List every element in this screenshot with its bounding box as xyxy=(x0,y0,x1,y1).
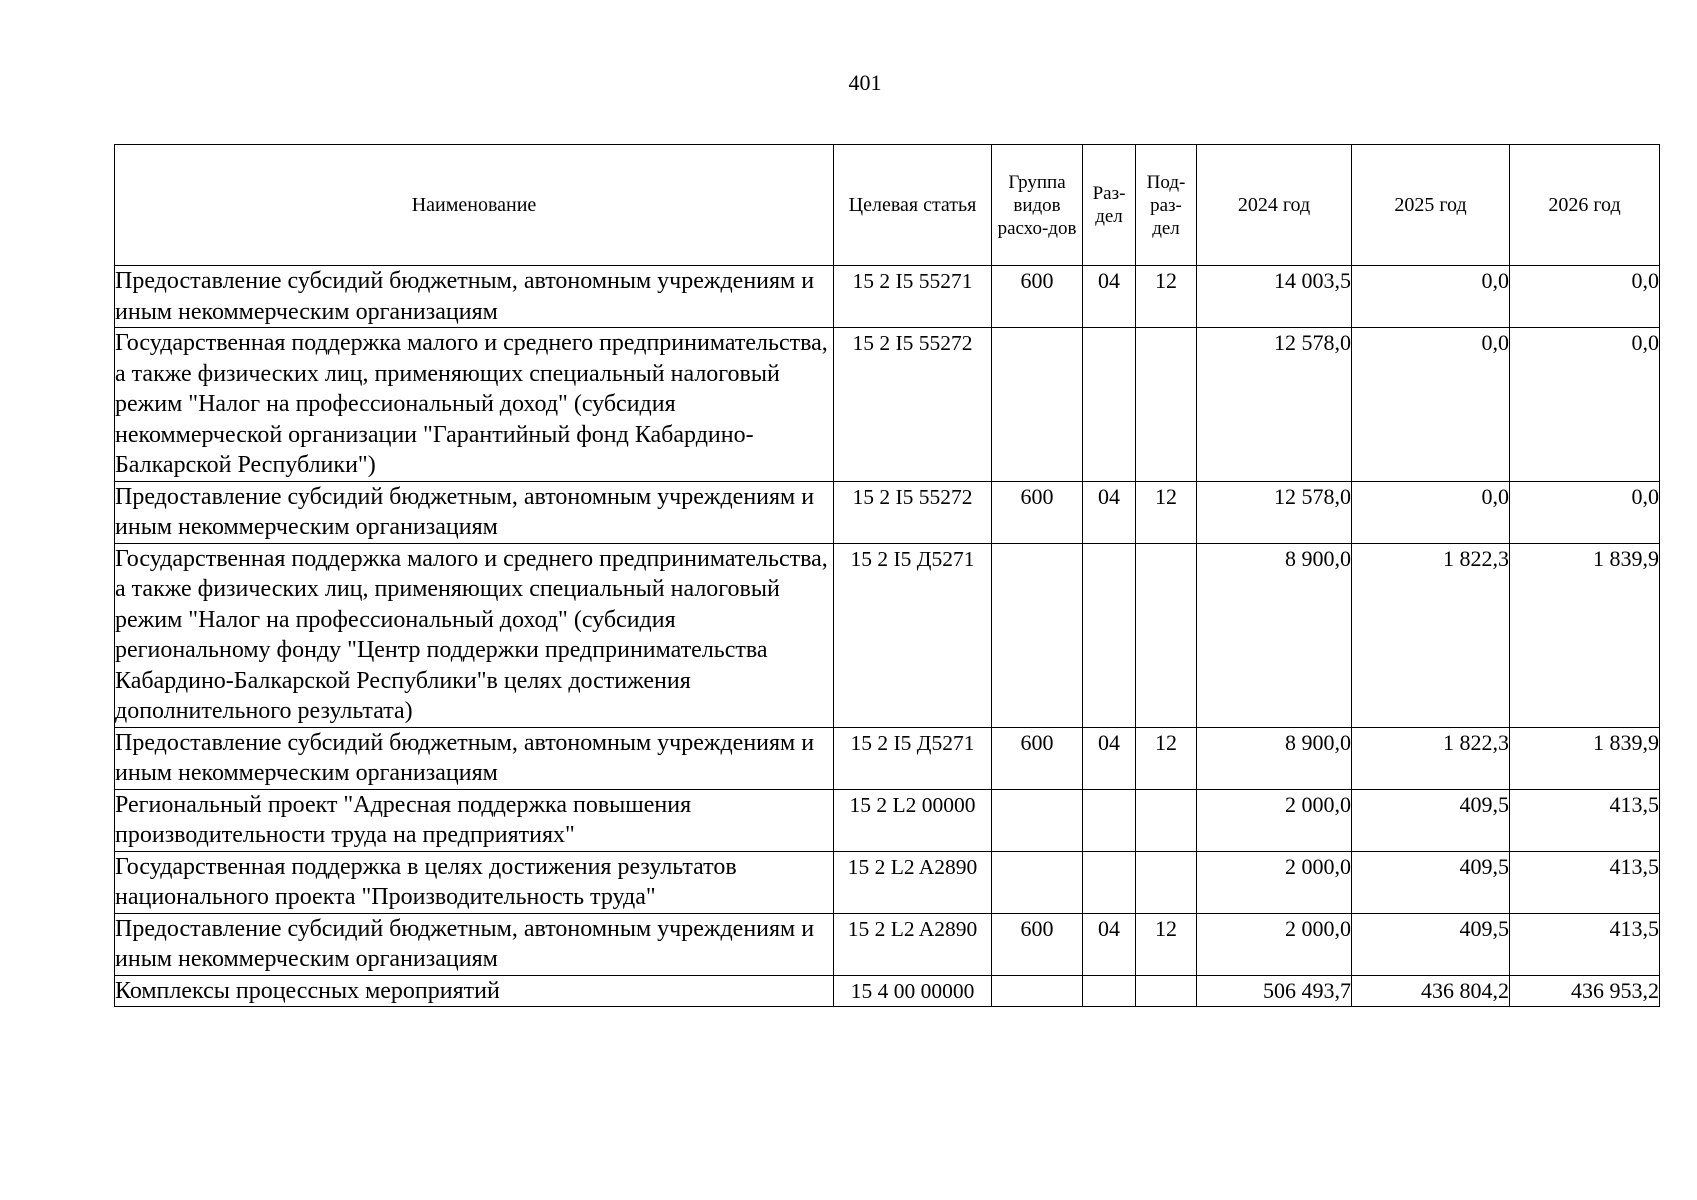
cell-2026: 413,5 xyxy=(1510,789,1660,851)
budget-table xyxy=(114,144,1660,1007)
cell-group: 600 xyxy=(992,727,1083,789)
cell-target: 15 2 I5 Д5271 xyxy=(834,543,992,727)
cell-2025: 436 804,2 xyxy=(1352,975,1510,1007)
cell-section xyxy=(1083,975,1136,1007)
cell-2024: 12 578,0 xyxy=(1197,328,1352,482)
cell-section xyxy=(1083,543,1136,727)
cell-group xyxy=(992,851,1083,913)
cell-2025: 1 822,3 xyxy=(1352,543,1510,727)
cell-target: 15 2 I5 55272 xyxy=(834,481,992,543)
cell-2025: 0,0 xyxy=(1352,266,1510,328)
cell-group xyxy=(992,543,1083,727)
header-section: Раз-дел xyxy=(1083,145,1136,266)
table-row xyxy=(115,266,1660,328)
cell-target: 15 4 00 00000 xyxy=(834,975,992,1007)
cell-2025: 0,0 xyxy=(1352,481,1510,543)
header-2025: 2025 год xyxy=(1352,145,1510,266)
cell-2024: 12 578,0 xyxy=(1197,481,1352,543)
cell-2024: 8 900,0 xyxy=(1197,727,1352,789)
cell-subsection: 12 xyxy=(1136,266,1197,328)
header-target: Целевая статья xyxy=(834,145,992,266)
cell-2026: 413,5 xyxy=(1510,851,1660,913)
cell-2024: 2 000,0 xyxy=(1197,789,1352,851)
cell-section: 04 xyxy=(1083,913,1136,975)
cell-subsection xyxy=(1136,851,1197,913)
cell-group xyxy=(992,328,1083,482)
cell-2026: 1 839,9 xyxy=(1510,727,1660,789)
cell-section xyxy=(1083,328,1136,482)
cell-subsection: 12 xyxy=(1136,481,1197,543)
cell-target: 15 2 L2 00000 xyxy=(834,789,992,851)
cell-2026: 413,5 xyxy=(1510,913,1660,975)
cell-name: Предоставление субсидий бюджетным, автономным учреждениям и иным некоммерческим организациям xyxy=(115,727,834,789)
table-row xyxy=(115,328,1660,482)
cell-target: 15 2 I5 Д5271 xyxy=(834,727,992,789)
cell-2026: 1 839,9 xyxy=(1510,543,1660,727)
cell-group xyxy=(992,789,1083,851)
cell-2026: 0,0 xyxy=(1510,328,1660,482)
cell-2024: 506 493,7 xyxy=(1197,975,1352,1007)
cell-section: 04 xyxy=(1083,727,1136,789)
cell-section xyxy=(1083,851,1136,913)
cell-group: 600 xyxy=(992,481,1083,543)
cell-section xyxy=(1083,789,1136,851)
cell-2025: 1 822,3 xyxy=(1352,727,1510,789)
table-row xyxy=(115,481,1660,543)
table-row xyxy=(115,851,1660,913)
cell-2026: 0,0 xyxy=(1510,481,1660,543)
cell-subsection xyxy=(1136,328,1197,482)
cell-2024: 2 000,0 xyxy=(1197,913,1352,975)
page-number: 401 xyxy=(848,70,882,95)
cell-2024: 2 000,0 xyxy=(1197,851,1352,913)
cell-name: Предоставление субсидий бюджетным, автономным учреждениям и иным некоммерческим организациям xyxy=(115,913,834,975)
table-row xyxy=(115,789,1660,851)
cell-target: 15 2 L2 A2890 xyxy=(834,851,992,913)
cell-2024: 14 003,5 xyxy=(1197,266,1352,328)
table-row xyxy=(115,975,1660,1007)
cell-2026: 436 953,2 xyxy=(1510,975,1660,1007)
cell-target: 15 2 L2 A2890 xyxy=(834,913,992,975)
cell-group: 600 xyxy=(992,913,1083,975)
cell-2025: 409,5 xyxy=(1352,913,1510,975)
cell-section: 04 xyxy=(1083,266,1136,328)
cell-subsection: 12 xyxy=(1136,913,1197,975)
cell-2025: 0,0 xyxy=(1352,328,1510,482)
cell-target: 15 2 I5 55272 xyxy=(834,328,992,482)
cell-name: Комплексы процессных мероприятий xyxy=(115,975,834,1007)
cell-name: Государственная поддержка в целях достижения результатов национального проекта "Производительность труда" xyxy=(115,851,834,913)
cell-name: Предоставление субсидий бюджетным, автономным учреждениям и иным некоммерческим организациям xyxy=(115,481,834,543)
cell-subsection xyxy=(1136,789,1197,851)
header-2024: 2024 год xyxy=(1197,145,1352,266)
cell-subsection xyxy=(1136,543,1197,727)
table-row xyxy=(115,543,1660,727)
cell-group: 600 xyxy=(992,266,1083,328)
cell-target: 15 2 I5 55271 xyxy=(834,266,992,328)
header-name: Наименование xyxy=(115,145,834,266)
cell-name: Государственная поддержка малого и среднего предпринимательства, а также физических лиц, применяющих специальный налоговый режим "Налог на профессиональный доход" (субсидия некоммерческой организации "Гарантийный фонд Кабардино-Балкарской Республики") xyxy=(115,328,834,482)
header-2026: 2026 год xyxy=(1510,145,1660,266)
table-header-row xyxy=(115,145,1660,266)
cell-2024: 8 900,0 xyxy=(1197,543,1352,727)
cell-group xyxy=(992,975,1083,1007)
cell-2026: 0,0 xyxy=(1510,266,1660,328)
cell-2025: 409,5 xyxy=(1352,789,1510,851)
table-row xyxy=(115,727,1660,789)
cell-subsection xyxy=(1136,975,1197,1007)
cell-section: 04 xyxy=(1083,481,1136,543)
cell-2025: 409,5 xyxy=(1352,851,1510,913)
cell-name: Государственная поддержка малого и среднего предпринимательства, а также физических лиц, применяющих специальный налоговый режим "Налог на профессиональный доход" (субсидия региональному фонду "Центр поддержки предпринимательства Кабардино-Балкарской Республики"в целях достижения дополнительного результата) xyxy=(115,543,834,727)
table-row xyxy=(115,913,1660,975)
header-expense-group: Группа видов расхо-дов xyxy=(992,145,1083,266)
cell-name: Предоставление субсидий бюджетным, автономным учреждениям и иным некоммерческим организациям xyxy=(115,266,834,328)
header-subsection: Под-раз-дел xyxy=(1136,145,1197,266)
cell-name: Региональный проект "Адресная поддержка повышения производительности труда на предприятиях" xyxy=(115,789,834,851)
cell-subsection: 12 xyxy=(1136,727,1197,789)
